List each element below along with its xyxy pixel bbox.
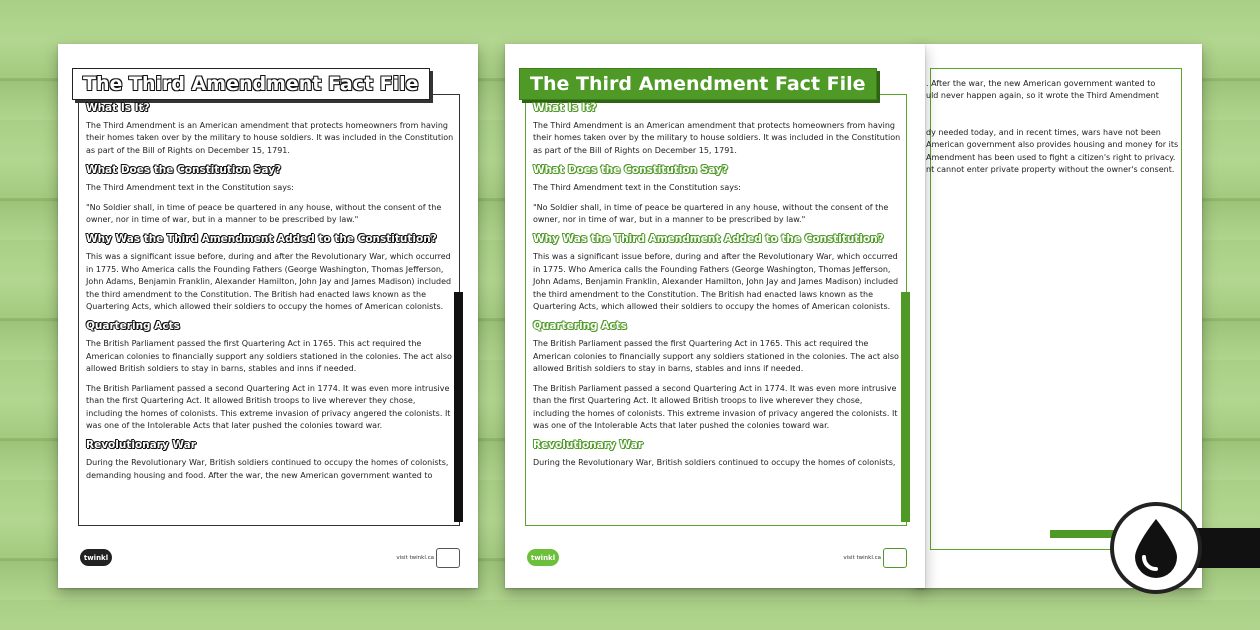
section-heading: What Is It? — [533, 102, 597, 114]
section-paragraph: During the Revolutionary War, British soldiers continued to occupy the homes of colonists, — [533, 458, 896, 468]
section-paragraph: The British Parliament passed the first Quartering Act in 1765. This act required the American colonies to financially support any soldiers stationed in the colonies. The act also allowed British soldiers to stay in barns, stables and inns if needed. — [86, 339, 452, 374]
page-title: The Third Amendment Fact File — [72, 68, 430, 100]
section-heading: What Does the Constitution Say? — [533, 164, 729, 177]
section-heading: Quartering Acts — [86, 320, 180, 333]
ink-drop-icon — [1110, 502, 1202, 594]
back-line: dy needed today, and in recent times, wars have not been — [926, 127, 1161, 137]
back-line: nt cannot enter private property without the owner's consent. — [926, 165, 1175, 175]
section-heading: Revolutionary War — [533, 439, 643, 452]
section-paragraph: This was a significant issue before, during and after the Revolutionary War, which occurred in 1775. Who America calls the Founding Fathers (George Washington, Thomas Jefferson, John Adams, Benjamin Franklin, Alexander Hamilton, John Jay and James Madison) included the third amendment to the Constitution. The British had enacted laws known as the Quartering Acts, which allowed their soldiers to occupy the homes of American colonists. — [86, 252, 452, 312]
section-paragraph: The British Parliament passed the first Quartering Act in 1765. This act required the American colonies to financially support any soldiers stationed in the colonies. The act also allowed British soldiers to stay in barns, stables and inns if needed. — [533, 339, 899, 374]
page-side-bar — [454, 292, 463, 522]
section-paragraph: The Third Amendment is an American amendment that protects homeowners from having their homes taken over by the military to house soldiers. It was included in the Constitution as part of the Bill of Rights on December 15, 1791. — [86, 121, 454, 155]
section-paragraph: The British Parliament passed a second Quartering Act in 1774. It was even more intrusive than the first Quartering Act. It allowed British troops to live wherever they chose, including the homes of colonists. This extreme invasion of privacy angered the colonists. It was one of the Intolerable Acts that later pushed the colonies toward war. — [533, 383, 898, 430]
back-line-gap — [926, 103, 1188, 127]
twinkl-logo: twinkl — [80, 549, 112, 566]
section-heading: Quartering Acts — [533, 320, 627, 333]
section-heading: Why Was the Third Amendment Added to the Constitution? — [533, 233, 884, 246]
fact-file-page-color — [505, 44, 925, 588]
footer-url: visit twinkl.ca — [396, 555, 434, 561]
section-paragraph: "No Soldier shall, in time of peace be quartered in any house, without the consent of the owner, nor in time of war, but in a manner to be prescribed by law." — [533, 202, 889, 225]
section-paragraph: "No Soldier shall, in time of peace be quartered in any house, without the consent of the owner, nor in time of war, but in a manner to be prescribed by law." — [86, 202, 442, 225]
section-heading: What Does the Constitution Say? — [86, 164, 282, 177]
back-line: . After the war, the new American government wanted to — [926, 79, 1156, 88]
section-heading: What Is It? — [86, 102, 150, 114]
section-heading: Revolutionary War — [86, 439, 196, 452]
footer-url: visit twinkl.ca — [843, 555, 881, 561]
section-paragraph: The Third Amendment text in the Constitution says: — [533, 183, 741, 193]
section-heading: Why Was the Third Amendment Added to the Constitution? — [86, 233, 437, 246]
section-paragraph: During the Revolutionary War, British soldiers continued to occupy the homes of colonists, demanding housing and food. After the war, the new American government wanted to — [86, 458, 449, 480]
section-paragraph: The Third Amendment text in the Constitution says: — [86, 183, 294, 193]
back-page-text — [926, 78, 1188, 176]
section-paragraph: The Third Amendment is an American amendment that protects homeowners from having their homes taken over by the military to house soldiers. It was included in the Constitution as part of the Bill of Rights on December 15, 1791. — [533, 121, 901, 155]
twinkl-logo: twinkl — [527, 549, 559, 566]
back-line: uld never happen again, so it wrote the Third Amendment — [926, 91, 1159, 101]
page-content — [533, 102, 901, 477]
back-line: American government also provides housing and money for its — [926, 140, 1179, 150]
fact-file-page-bw — [58, 44, 478, 588]
back-line: Amendment has been used to fight a citizen's right to privacy. — [926, 152, 1176, 162]
page-content — [86, 102, 454, 489]
ink-drop-shape — [1131, 517, 1181, 579]
footer-badge-icon — [883, 548, 907, 568]
page-title: The Third Amendment Fact File — [519, 68, 877, 100]
footer-badge-icon — [436, 548, 460, 568]
section-paragraph: This was a significant issue before, during and after the Revolutionary War, which occurred in 1775. Who America calls the Founding Fathers (George Washington, Thomas Jefferson, John Adams, Benjamin Franklin, Alexander Hamilton, John Jay and James Madison) included the third amendment to the Constitution. The British had enacted laws known as the Quartering Acts, which allowed their soldiers to occupy the homes of American colonists. — [533, 252, 899, 312]
page-side-bar — [901, 292, 910, 522]
section-paragraph: The British Parliament passed a second Quartering Act in 1774. It was even more intrusive than the first Quartering Act. It allowed British troops to live wherever they chose, including the homes of colonists. This extreme invasion of privacy angered the colonists. It was one of the Intolerable Acts that later pushed the colonies toward war. — [86, 383, 451, 430]
